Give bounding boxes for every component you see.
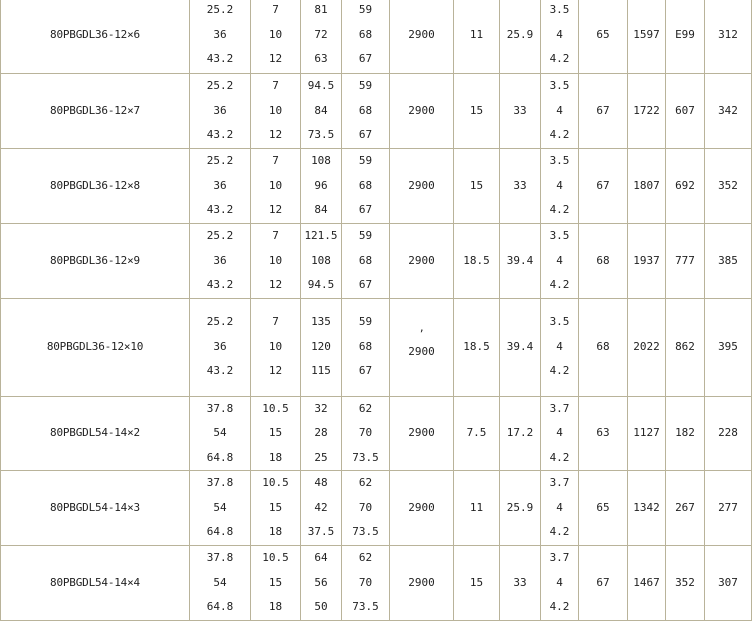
cell-c2-value: 18 xyxy=(268,525,283,539)
cell-eff-value: 68 xyxy=(358,339,373,353)
cell-c2-value: 15 xyxy=(268,575,283,589)
cell-c10: 1127 xyxy=(628,396,666,471)
cell-c2 xyxy=(251,149,301,224)
cell-head xyxy=(301,74,342,149)
cell-head-value: 96 xyxy=(314,178,328,192)
cell-c2-value: 10.5 xyxy=(262,476,289,490)
cell-speed-mark: ’ xyxy=(418,329,425,340)
cell-flow-value: 25.2 xyxy=(206,315,234,329)
cell-head xyxy=(301,471,342,546)
cell-speed-value: 2900 xyxy=(408,104,435,117)
table-row xyxy=(1,471,752,546)
cell-speed xyxy=(390,224,454,299)
cell-flow xyxy=(190,298,251,396)
cell-c10: 1342 xyxy=(628,471,666,546)
cell-flow xyxy=(190,224,251,299)
cell-npsh-value: 4.2 xyxy=(549,450,570,464)
cell-speed-value: 2900 xyxy=(408,253,435,267)
cell-npsh-value: 4 xyxy=(556,253,563,267)
cell-flow-value: 43.2 xyxy=(206,203,234,217)
cell-head-value: 37.5 xyxy=(307,525,335,539)
cell-c10: 1937 xyxy=(628,224,666,299)
cell-npsh xyxy=(541,0,579,74)
cell-eff-value: 67 xyxy=(358,278,373,291)
cell-npsh-value: 4.2 xyxy=(549,203,570,217)
cell-npsh xyxy=(541,471,579,546)
cell-c11: 607 xyxy=(666,74,705,149)
cell-npsh-value: 4.2 xyxy=(549,525,570,539)
cell-head-value: 120 xyxy=(311,339,331,353)
cell-c11: 182 xyxy=(666,396,705,471)
cell-c7: 17.2 xyxy=(500,396,541,471)
cell-eff-value: 62 xyxy=(358,476,373,490)
cell-flow-value: 54 xyxy=(213,575,227,589)
cell-c11: 777 xyxy=(666,224,705,299)
cell-c10: 1807 xyxy=(628,149,666,224)
cell-c2-value: 15 xyxy=(268,500,283,514)
cell-head-value: 108 xyxy=(311,154,331,168)
cell-speed xyxy=(390,396,454,471)
cell-npsh-value: 3.7 xyxy=(549,551,570,564)
cell-head-value: 135 xyxy=(311,315,331,329)
cell-npsh-value: 4 xyxy=(556,178,563,192)
cell-model: 80PBGDL36-12×9 xyxy=(1,224,190,299)
cell-c7: 25.9 xyxy=(500,471,541,546)
cell-flow xyxy=(190,396,251,471)
cell-c2 xyxy=(251,0,301,74)
cell-npsh-value: 4.2 xyxy=(549,52,570,66)
cell-npsh xyxy=(541,224,579,299)
cell-eff-value: 68 xyxy=(358,253,373,267)
cell-c11: 862 xyxy=(666,298,705,396)
cell-eff-value: 62 xyxy=(358,551,373,564)
cell-c11: E99 xyxy=(666,0,705,74)
cell-c10: 1597 xyxy=(628,0,666,74)
cell-c9: 67 xyxy=(579,149,628,224)
cell-head-value: 81 xyxy=(314,3,328,17)
cell-c2 xyxy=(251,471,301,546)
cell-eff-value: 67 xyxy=(358,52,373,66)
cell-speed xyxy=(390,298,454,396)
cell-eff-value: 67 xyxy=(358,128,373,142)
cell-model: 80PBGDL36-12×7 xyxy=(1,74,190,149)
cell-speed-value: 2900 xyxy=(408,575,435,589)
cell-c2-value: 10 xyxy=(268,27,283,41)
table-row xyxy=(1,396,752,471)
cell-flow-value: 54 xyxy=(213,426,227,439)
cell-c2-value: 10 xyxy=(268,103,283,117)
cell-npsh-value: 3.5 xyxy=(549,79,570,93)
cell-flow-value: 43.2 xyxy=(206,128,234,142)
cell-c2-value: 7 xyxy=(272,3,279,17)
cell-head xyxy=(301,298,342,396)
cell-flow-value: 54 xyxy=(213,500,227,514)
cell-speed-value: 2900 xyxy=(408,179,435,192)
cell-eff-value: 73.5 xyxy=(352,600,379,613)
cell-c2-value: 12 xyxy=(268,128,283,142)
cell-npsh-value: 4.2 xyxy=(549,600,570,613)
cell-power: 15 xyxy=(454,149,500,224)
table-row xyxy=(1,0,752,74)
cell-npsh xyxy=(541,149,579,224)
cell-c7: 39.4 xyxy=(500,298,541,396)
cell-c7: 25.9 xyxy=(500,0,541,74)
cell-flow-value: 37.8 xyxy=(206,476,234,490)
cell-eff xyxy=(342,471,390,546)
cell-npsh-value: 4 xyxy=(556,500,563,514)
cell-head-value: 121.5 xyxy=(304,229,338,242)
cell-flow-value: 25.2 xyxy=(206,229,234,242)
cell-flow-value: 64.8 xyxy=(206,600,234,613)
cell-speed xyxy=(390,74,454,149)
cell-head-value: 108 xyxy=(311,253,331,267)
cell-eff-value: 68 xyxy=(358,27,373,41)
cell-c9: 68 xyxy=(579,224,628,299)
cell-c12: 307 xyxy=(705,546,752,621)
cell-flow-value: 36 xyxy=(213,103,227,117)
cell-eff-value: 59 xyxy=(358,79,373,93)
cell-c2-value: 10 xyxy=(268,253,283,267)
cell-c12: 342 xyxy=(705,74,752,149)
cell-head-value: 25 xyxy=(314,450,328,464)
cell-head-value: 84 xyxy=(314,203,328,217)
cell-flow-value: 43.2 xyxy=(206,52,234,66)
cell-c9: 65 xyxy=(579,471,628,546)
cell-model: 80PBGDL36-12×10 xyxy=(1,298,190,396)
cell-flow-value: 43.2 xyxy=(206,278,234,291)
cell-c9: 67 xyxy=(579,546,628,621)
cell-flow-value: 64.8 xyxy=(206,450,234,464)
cell-speed-value: 2900 xyxy=(408,426,435,440)
cell-model: 80PBGDL36-12×8 xyxy=(1,149,190,224)
cell-eff-value: 70 xyxy=(358,575,373,589)
cell-speed-value: 2900 xyxy=(408,501,435,514)
cell-power: 15 xyxy=(454,546,500,621)
cell-head xyxy=(301,546,342,621)
cell-flow-value: 25.2 xyxy=(206,79,234,93)
cell-npsh-value: 4 xyxy=(556,339,563,353)
cell-npsh-value: 3.7 xyxy=(549,401,570,415)
cell-head-value: 84 xyxy=(314,103,328,117)
cell-npsh-value: 4 xyxy=(556,426,563,439)
cell-eff-value: 73.5 xyxy=(352,450,379,464)
cell-head-value: 28 xyxy=(314,426,328,439)
cell-power: 18.5 xyxy=(454,298,500,396)
cell-c11: 352 xyxy=(666,546,705,621)
cell-head xyxy=(301,224,342,299)
cell-c2 xyxy=(251,74,301,149)
cell-c11: 267 xyxy=(666,471,705,546)
cell-model: 80PBGDL54-14×4 xyxy=(1,546,190,621)
cell-head-value: 48 xyxy=(314,476,328,490)
cell-npsh xyxy=(541,396,579,471)
cell-c12: 395 xyxy=(705,298,752,396)
cell-npsh-value: 4 xyxy=(556,103,563,117)
cell-speed xyxy=(390,0,454,74)
cell-npsh-value: 3.5 xyxy=(549,3,570,17)
cell-eff xyxy=(342,298,390,396)
cell-c2 xyxy=(251,298,301,396)
cell-c9: 65 xyxy=(579,0,628,74)
cell-head xyxy=(301,149,342,224)
cell-eff-value: 70 xyxy=(358,500,373,514)
cell-npsh-value: 4 xyxy=(556,575,563,589)
cell-eff-value: 73.5 xyxy=(352,525,379,539)
cell-head-value: 63 xyxy=(314,52,328,66)
cell-c12: 385 xyxy=(705,224,752,299)
cell-power: 15 xyxy=(454,74,500,149)
cell-power: 11 xyxy=(454,0,500,74)
cell-head xyxy=(301,396,342,471)
cell-power: 18.5 xyxy=(454,224,500,299)
cell-head-value: 56 xyxy=(314,575,328,589)
cell-flow-value: 37.8 xyxy=(206,401,234,415)
cell-c2-value: 12 xyxy=(268,278,283,291)
cell-npsh-value: 4.2 xyxy=(549,364,570,378)
table-row xyxy=(1,298,752,396)
cell-head-value: 32 xyxy=(314,401,328,415)
cell-c10: 1722 xyxy=(628,74,666,149)
cell-c10: 1467 xyxy=(628,546,666,621)
cell-eff xyxy=(342,224,390,299)
cell-c2-value: 7 xyxy=(272,154,279,168)
cell-npsh xyxy=(541,546,579,621)
cell-c2 xyxy=(251,546,301,621)
cell-c2-value: 7 xyxy=(272,79,279,93)
cell-head-value: 64 xyxy=(314,551,328,564)
cell-eff-value: 59 xyxy=(358,3,373,17)
cell-flow-value: 36 xyxy=(213,339,227,353)
cell-npsh xyxy=(541,298,579,396)
cell-npsh xyxy=(541,74,579,149)
cell-eff-value: 68 xyxy=(358,178,373,192)
cell-c7: 33 xyxy=(500,149,541,224)
cell-npsh-value: 3.7 xyxy=(549,476,570,490)
cell-c12: 228 xyxy=(705,396,752,471)
cell-speed-value: 2900 xyxy=(408,28,435,41)
cell-npsh-value: 3.5 xyxy=(549,229,570,242)
cell-head-value: 50 xyxy=(314,600,328,613)
cell-flow-value: 43.2 xyxy=(206,364,234,378)
cell-head-value: 73.5 xyxy=(307,128,335,142)
cell-npsh-value: 3.5 xyxy=(549,315,570,329)
cell-flow xyxy=(190,546,251,621)
table-row xyxy=(1,224,752,299)
cell-flow-value: 36 xyxy=(213,253,227,267)
cell-c9: 68 xyxy=(579,298,628,396)
table-row xyxy=(1,149,752,224)
cell-eff xyxy=(342,74,390,149)
cell-npsh-value: 4 xyxy=(556,27,563,41)
cell-eff-value: 67 xyxy=(358,364,373,378)
cell-eff-value: 59 xyxy=(358,154,373,168)
cell-head-value: 42 xyxy=(314,500,328,514)
cell-head-value: 94.5 xyxy=(307,278,335,291)
cell-c2-value: 10.5 xyxy=(262,401,289,415)
cell-speed xyxy=(390,149,454,224)
cell-c2-value: 12 xyxy=(268,203,283,217)
cell-head xyxy=(301,0,342,74)
cell-eff xyxy=(342,149,390,224)
cell-c2-value: 12 xyxy=(268,364,283,378)
cell-eff xyxy=(342,0,390,74)
cell-flow-value: 64.8 xyxy=(206,525,234,539)
cell-power: 7.5 xyxy=(454,396,500,471)
cell-c2-value: 15 xyxy=(268,426,283,439)
cell-c2-value: 12 xyxy=(268,52,283,66)
cell-speed xyxy=(390,471,454,546)
cell-eff xyxy=(342,396,390,471)
cell-flow-value: 25.2 xyxy=(206,3,234,17)
cell-speed-value: 2900 xyxy=(408,345,435,358)
cell-eff-value: 67 xyxy=(358,203,373,217)
cell-c2-value: 10 xyxy=(268,339,283,353)
cell-c9: 67 xyxy=(579,74,628,149)
cell-npsh-value: 3.5 xyxy=(549,154,570,168)
cell-eff-value: 59 xyxy=(358,229,373,242)
cell-flow xyxy=(190,74,251,149)
cell-c10: 2022 xyxy=(628,298,666,396)
cell-c2-value: 18 xyxy=(268,450,283,464)
cell-flow xyxy=(190,149,251,224)
cell-head-value: 115 xyxy=(311,364,331,378)
cell-eff-value: 68 xyxy=(358,103,373,117)
cell-c12: 277 xyxy=(705,471,752,546)
cell-speed xyxy=(390,546,454,621)
cell-c11: 692 xyxy=(666,149,705,224)
cell-eff xyxy=(342,546,390,621)
cell-c7: 33 xyxy=(500,74,541,149)
cell-model: 80PBGDL36-12×6 xyxy=(1,0,190,74)
cell-flow xyxy=(190,471,251,546)
cell-eff-value: 59 xyxy=(358,315,373,329)
table-row xyxy=(1,546,752,621)
cell-c7: 33 xyxy=(500,546,541,621)
cell-c2-value: 18 xyxy=(268,600,283,613)
table-row xyxy=(1,74,752,149)
cell-c2-value: 7 xyxy=(272,315,279,329)
cell-model: 80PBGDL54-14×2 xyxy=(1,396,190,471)
cell-head-value: 94.5 xyxy=(307,79,335,93)
cell-c12: 352 xyxy=(705,149,752,224)
cell-head-value: 72 xyxy=(314,27,328,41)
cell-npsh-value: 4.2 xyxy=(549,278,570,291)
cell-flow xyxy=(190,0,251,74)
cell-c2 xyxy=(251,396,301,471)
cell-c2-value: 7 xyxy=(272,229,279,242)
cell-power: 11 xyxy=(454,471,500,546)
cell-flow-value: 36 xyxy=(213,178,227,192)
cell-flow-value: 25.2 xyxy=(206,154,234,168)
cell-c7: 39.4 xyxy=(500,224,541,299)
cell-eff-value: 62 xyxy=(358,401,373,415)
cell-flow-value: 37.8 xyxy=(206,551,234,564)
cell-c2-value: 10 xyxy=(268,178,283,192)
cell-c12: 312 xyxy=(705,0,752,74)
cell-model: 80PBGDL54-14×3 xyxy=(1,471,190,546)
cell-c2 xyxy=(251,224,301,299)
cell-npsh-value: 4.2 xyxy=(549,128,570,142)
cell-c9: 63 xyxy=(579,396,628,471)
cell-flow-value: 36 xyxy=(213,27,227,41)
cell-c2-value: 10.5 xyxy=(262,551,289,564)
cell-eff-value: 70 xyxy=(358,426,373,439)
